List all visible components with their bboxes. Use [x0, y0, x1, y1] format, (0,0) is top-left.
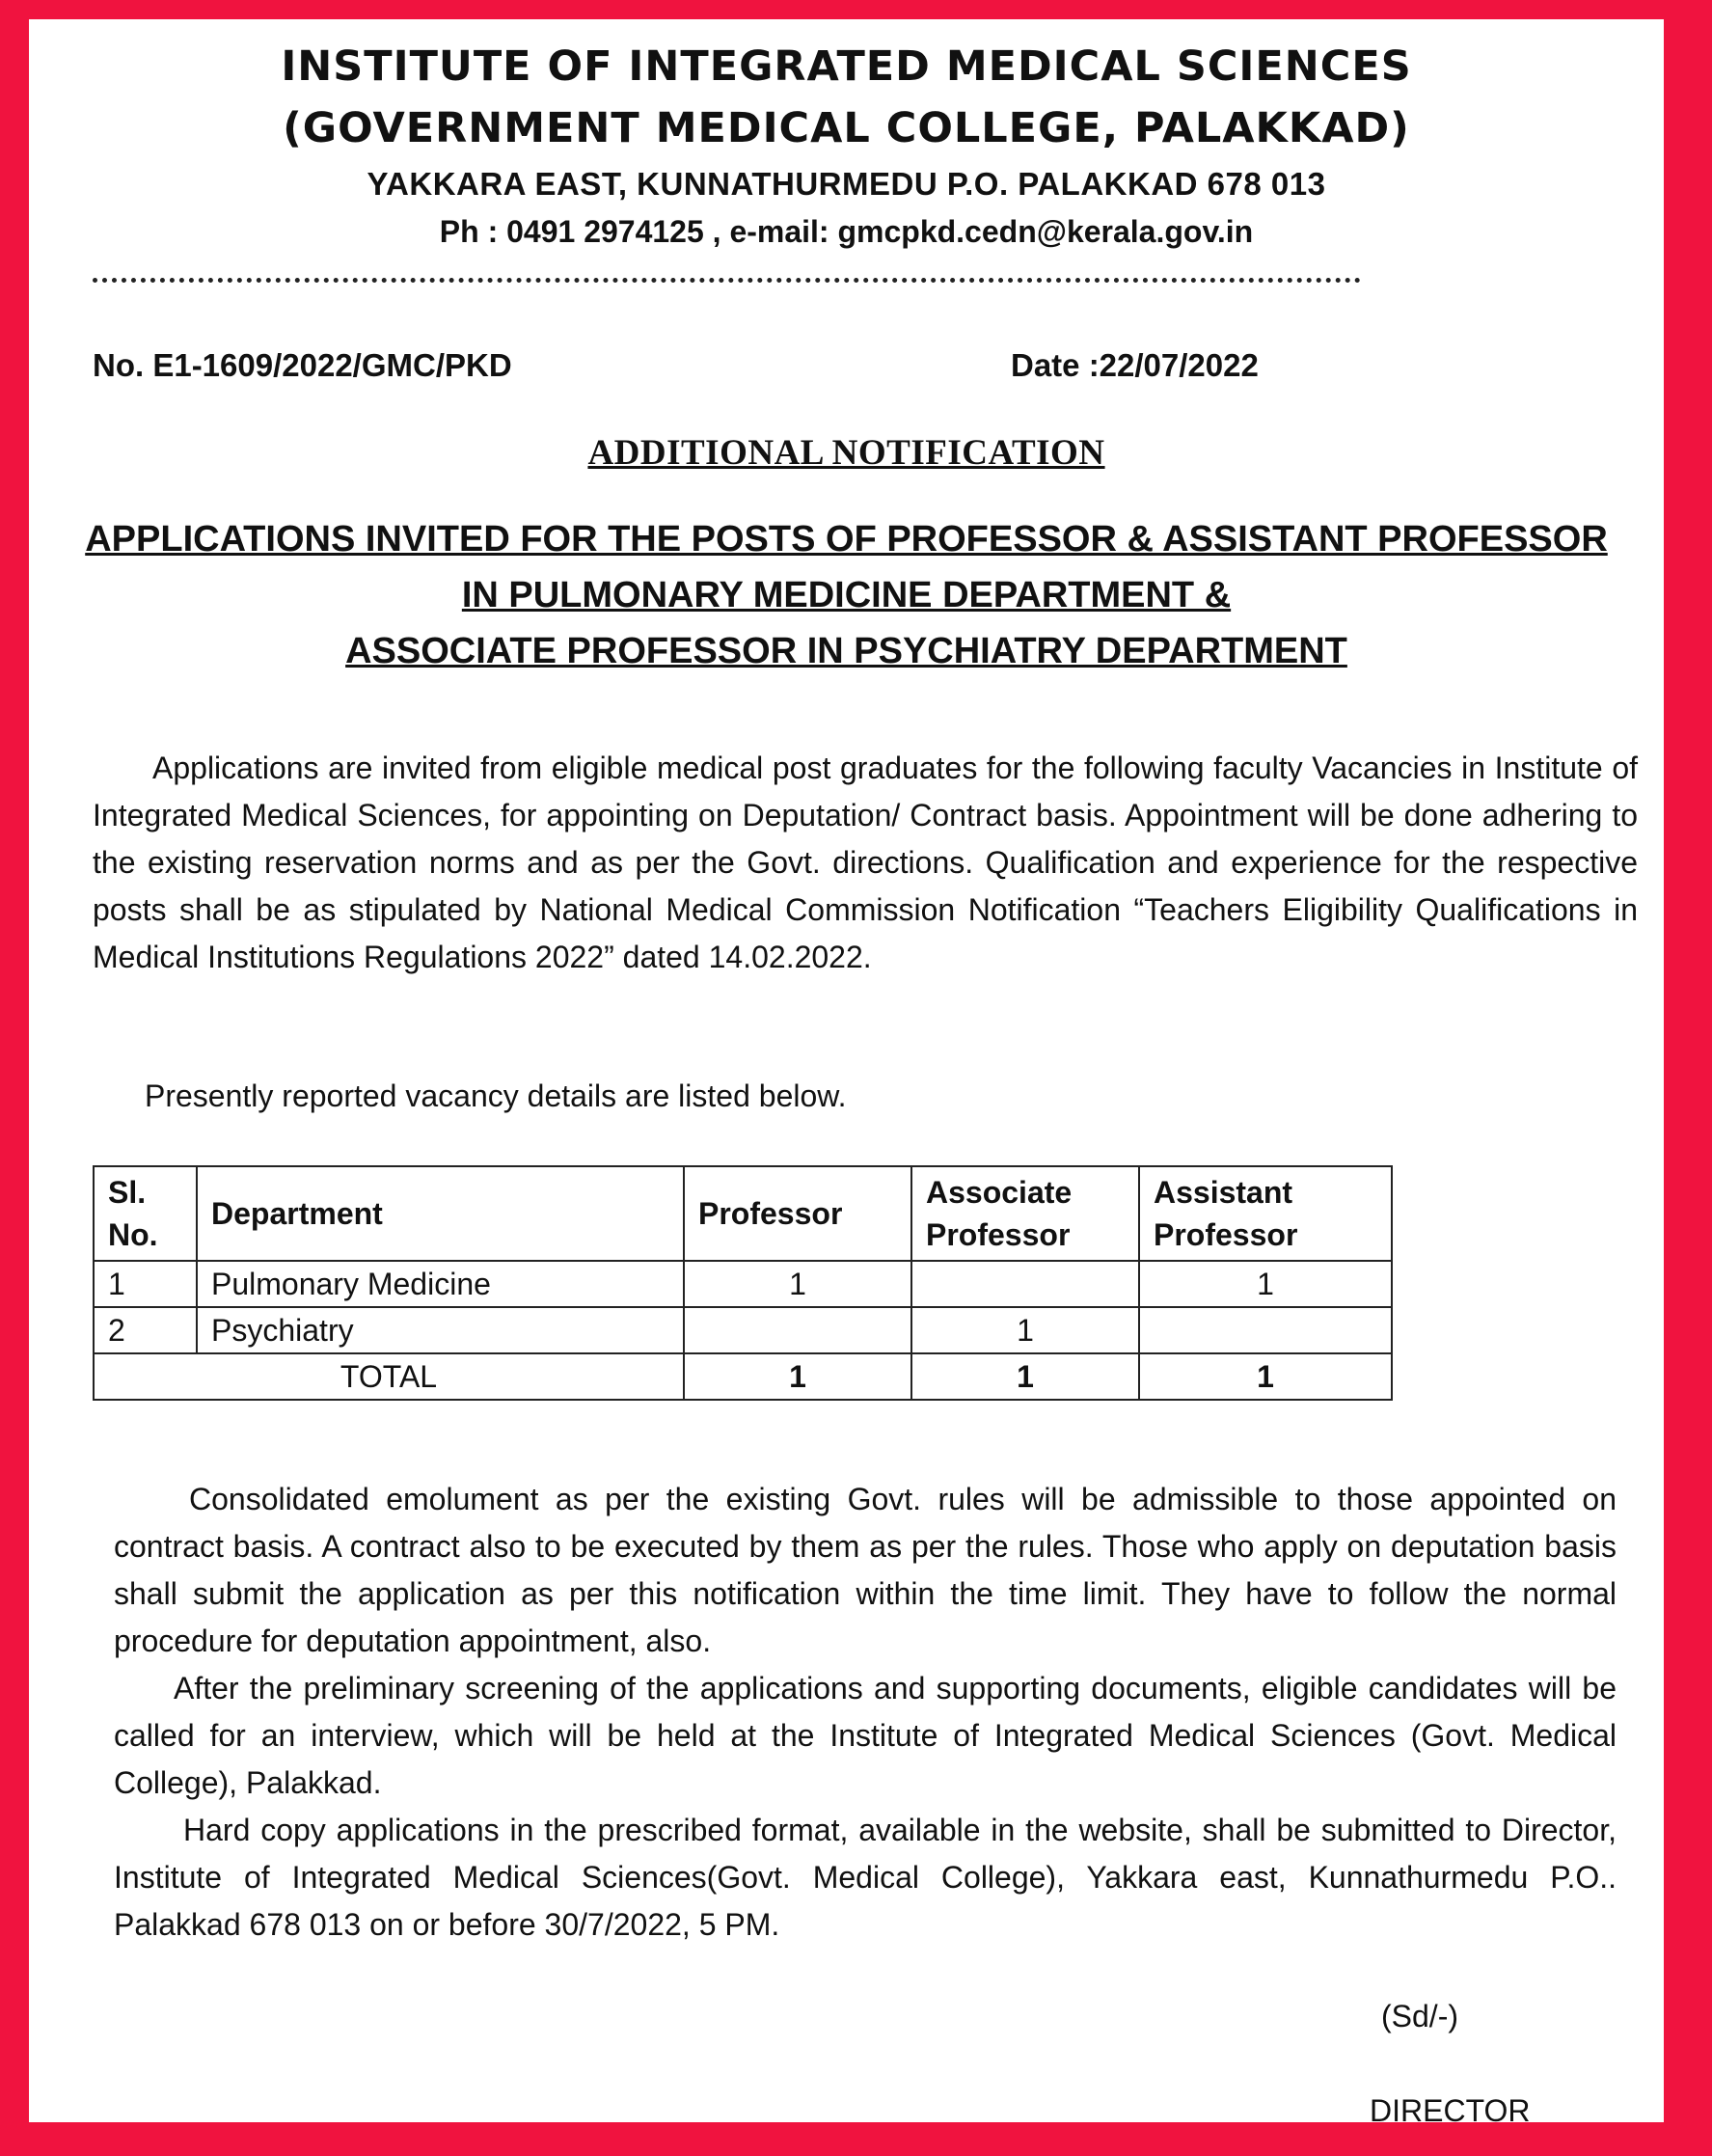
emolument-text: Consolidated emolument as per the existing Govt. rules will be admissible to those appointed on contract basis. A contract also to be executed by them as per the rules. Those who apply on deputation basis shall submit the application as per this notification within the time limit. They have to follow the normal procedure for deputation appointment, also. [114, 1482, 1617, 1658]
signature-mark: (Sd/-) [1381, 1999, 1458, 2033]
table-row [94, 1307, 1392, 1353]
vacancy-table [93, 1165, 1393, 1401]
hardcopy-text: Hard copy applications in the prescribed format, available in the website, shall be submitted to Director, Institute of Integrated Medical Sciences(Govt. Medical College), Yakkara east, Kunnathurmedu P.O.. Palakkad 678 013 on or before 30/7/2022, 5 PM. [114, 1813, 1617, 1942]
table-header-row [94, 1166, 1392, 1261]
signatory-designation: DIRECTOR [1370, 2093, 1531, 2128]
vacancy-intro: Presently reported vacancy details are listed below. [145, 1078, 847, 1113]
intro-text: Applications are invited from eligible medical post graduates for the following faculty Vacancies in Institute of Integrated Medical Sciences, for appointing on Deputation/ Contract basis. Appointment will be done adhering to the existing reservation norms and as per the Govt. directions. Qualification and experience for the respective posts shall be as stipulated by National Medical Commission Notification “Teachers Eligibility Qualifications in Medical Institutions Regulations 2022” dated 14.02.2022. [93, 751, 1638, 974]
table-total-row [94, 1353, 1392, 1400]
total-assistant: 1 [1139, 1353, 1392, 1400]
header-associate-professor: Associate Professor [911, 1166, 1139, 1261]
headline-line-3: ASSOCIATE PROFESSOR IN PSYCHIATRY DEPARTMENT [345, 631, 1347, 671]
institute-contact: Ph : 0491 2974125 , e-mail: gmcpkd.cedn@kerala.gov.in [439, 214, 1254, 249]
total-associate: 1 [911, 1353, 1139, 1400]
notification-title: ADDITIONAL NOTIFICATION [587, 433, 1105, 473]
cell-sl: 1 [94, 1261, 197, 1307]
screening-paragraph [114, 1665, 1617, 1807]
total-professor: 1 [684, 1353, 911, 1400]
header-professor: Professor [684, 1166, 911, 1261]
header-sl-no: Sl. No. [94, 1166, 197, 1261]
headline-line-1: APPLICATIONS INVITED FOR THE POSTS OF PROFESSOR & ASSISTANT PROFESSOR [85, 519, 1608, 559]
college-name: (GOVERNMENT MEDICAL COLLEGE, PALAKKAD) [283, 104, 1410, 152]
header-department: Department [197, 1166, 684, 1261]
headline-line-2: IN PULMONARY MEDICINE DEPARTMENT & [461, 575, 1232, 615]
cell-sl: 2 [94, 1307, 197, 1353]
intro-paragraph [93, 745, 1638, 981]
hardcopy-paragraph [114, 1807, 1617, 1949]
institute-address: YAKKARA EAST, KUNNATHURMEDU P.O. PALAKKAD 678 013 [367, 166, 1326, 202]
notification-date: Date :22/07/2022 [1011, 347, 1259, 383]
emolument-paragraph [114, 1476, 1617, 1665]
cell-associate [911, 1261, 1139, 1307]
cell-department: Psychiatry [197, 1307, 684, 1353]
cell-assistant: 1 [1139, 1261, 1392, 1307]
notification-page [29, 19, 1664, 2128]
cell-associate: 1 [911, 1307, 1139, 1353]
reference-number: No. E1-1609/2022/GMC/PKD [93, 347, 512, 383]
institute-name: INSTITUTE OF INTEGRATED MEDICAL SCIENCES [281, 42, 1412, 91]
total-label: TOTAL [94, 1353, 684, 1400]
cell-assistant [1139, 1307, 1392, 1353]
dotted-divider [93, 278, 1361, 283]
cell-department: Pulmonary Medicine [197, 1261, 684, 1307]
header-assistant-professor: Assistant Professor [1139, 1166, 1392, 1261]
cell-professor: 1 [684, 1261, 911, 1307]
cell-professor [684, 1307, 911, 1353]
table-row [94, 1261, 1392, 1307]
screening-text: After the preliminary screening of the applications and supporting documents, eligible candidates will be called for an interview, which will be held at the Institute of Integrated Medical Sciences (Govt. Medical College), Palakkad. [114, 1671, 1617, 1800]
